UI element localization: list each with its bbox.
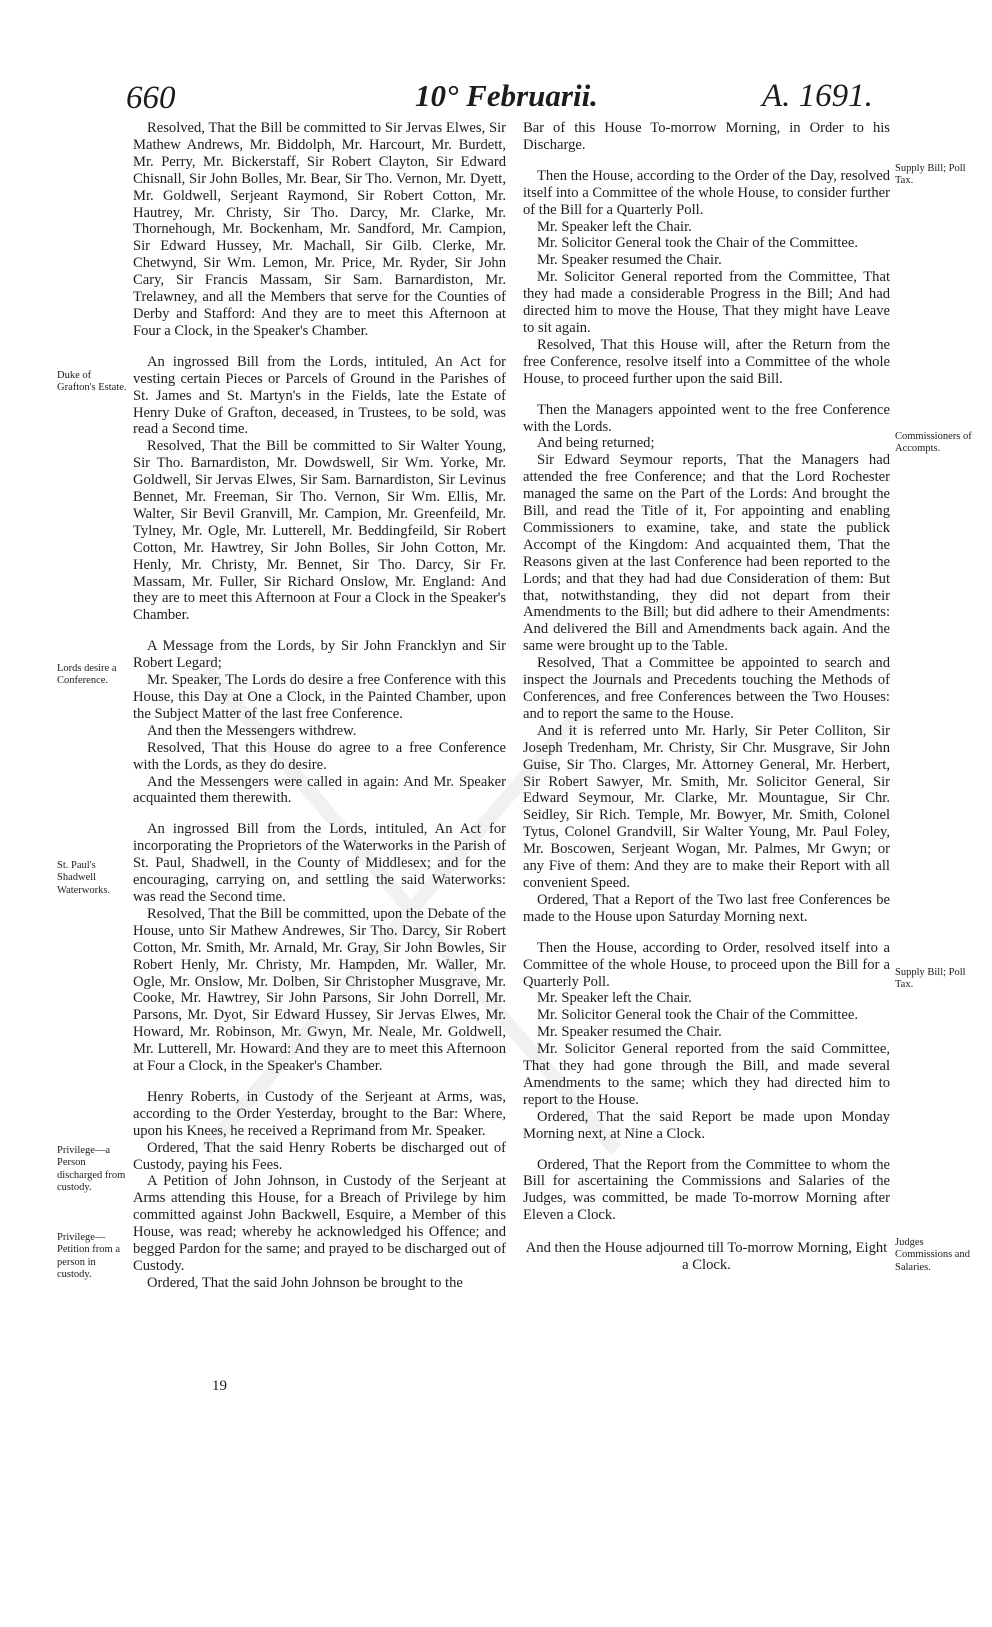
paragraph: Mr. Speaker resumed the Chair. (537, 1024, 722, 1041)
paragraph: Resolved, That this House will, after the Return from the free Conference, resolve itself into a Committee of the whole House, to proceed further upon the said Bill. (523, 336, 890, 387)
margin-note-dukes-estate: Duke of Grafton's Estate. (57, 370, 127, 394)
paragraph: Resolved, That the Bill be committed to Sir Walter Young, Sir Tho. Barnardiston, Mr. Dowdswell, Sir Wm. Yorke, Mr. Goldwell, Sir Jervas Elwes, Sir Sam. Barnardiston, Sir Levinus Bennet, Mr. Freeman, Sir Tho. Vernon, Sir Wm. Ellis, Mr. Walter, Sir Bevil Granvill, Mr. Campion, Mr. Greenfeild, Mr. Tylney, Mr. Ogle, Mr. Lutterell, Mr. Beddingfeild, Sir Robert Cotton, Mr. Hawtrey, Sir John Bolles, Sir John Cotton, Mr. Henly, Mr. Christy, Mr. Bennet, Sir Tho. Darcy, Sir Fr. Massam, Mr. Fuller, Sir Richard Onslow, Mr. England: And they are to meet this Afternoon at Four a Clock in the Speaker's Chamber. (133, 438, 506, 624)
paragraph: And it is referred unto Mr. Harly, Sir Peter Colliton, Sir Joseph Tredenham, Mr. Christy, Sir Chr. Musgrave, Sir John Guise, Sir Tho. Clarges, Mr. Attorney General, Mr. Herbert, Sir Robert Sawyer, Mr. Smith, Mr. Solicitor General, Sir Edward Seymour, Mr. Clarke, Mr. Mountague, Sir Chr. Seidley, Sir Rich. Temple, Mr. Bowyer, Mr. Smith, Colonel Tytus, Colonel Grandvill, Sir Walter Young, Mr. Paul Foley, Mr. Boscowen, Serjeant Wogan, Mr. Palmes, Mr Gwyn; or any Five of them: And they are to make their Report with all convenient Speed. (523, 722, 890, 891)
margin-note-supply-bill-2: Supply Bill; Poll Tax. (895, 967, 966, 991)
paragraph: An ingrossed Bill from the Lords, intituled, An Act for vesting certain Pieces or Parcels of Ground in the Parishes of St. James and St. Martyn's in the Fields, late the Estate of Henry Duke of Grafton, deceased, in Trustees, to be sold, was read a Second time. (133, 353, 506, 438)
paragraph: Then the House, according to the Order of the Day, resolved itself into a Committee of the whole House, to consider further of the Bill for a Quarterly Poll. (523, 167, 890, 218)
paragraph: Mr. Speaker, The Lords do desire a free Conference with this House, this Day at One a Clock, in the Painted Chamber, upon the Subject Matter of the last free Conference. (133, 672, 506, 722)
paragraph: Resolved, That this House do agree to a free Conference with the Lords, as they do desire. (133, 739, 506, 773)
paragraph: Ordered, That the Report from the Committee to whom the Bill for ascertaining the Commissions and Salaries of the Judges, was committed, be made To-morrow Morning after Eleven a Clock. (523, 1156, 890, 1224)
paragraph: Resolved, That the Bill be committed to Sir Jervas Elwes, Sir Mathew Andrews, Mr. Biddolph, Mr. Harcourt, Mr. Burdett, Mr. Perry, Mr. Bickerstaff, Sir Robert Clayton, Sir Edward Chisnall, Sir John Bolles, Mr. Bear, Sir Tho. Vernon, Mr. Dyett, Mr. Goldwell, Serjeant Raymond, Sir Robert Cotton, Mr. Hautrey, Mr. Christy, Sir Tho. Darcy, Mr. Clarke, Mr. Thornehough, Mr. Bockenham, Mr. Sandford, Mr. Campion, Sir Edward Hussey, Mr. Machall, Sir Gilb. Clerke, Mr. Chetwynd, Sir Wm. Lemon, Mr. Price, Mr. Ryder, Sir John Cary, Sir Francis Massam, Sir Sam. Barnardiston, Mr. Trelawney, and all the Members that serve for the Counties of Derby and Stafford: And they are to meet this Afternoon at Four a Clock, in the Speaker's Chamber. (133, 120, 506, 339)
paragraph: Mr. Solicitor General reported from the Committee, That they had made a considerable Progress in the Bill; And had directed him to move the House, That they might have Leave to sit again. (523, 269, 890, 336)
margin-note-judges: Judges Commissions and Salaries. (895, 1237, 970, 1273)
paragraph: Ordered, That the said John Johnson be brought to the (147, 1274, 463, 1291)
right-column (523, 120, 890, 1274)
margin-note-lords-conference: Lords desire a Conference. (57, 663, 117, 687)
paragraph: Mr. Solicitor General took the Chair of the Committee. (537, 235, 858, 252)
paragraph: Mr. Solicitor General reported from the said Committee, That they had gone through the Bill, and made several Amendments to the same; which they had directed him to report to the House. (523, 1041, 890, 1108)
paragraph: Ordered, That the said Henry Roberts be discharged out of Custody, paying his Fees. (133, 1139, 506, 1173)
left-column (133, 120, 506, 1292)
page-number: 660 (126, 80, 176, 116)
paragraph: Then the Managers appointed went to the free Conference with the Lords. (523, 401, 890, 435)
margin-note-accompts: Commissioners of Accompts. (895, 431, 972, 455)
paragraph: And the Messengers were called in again: And Mr. Speaker acquainted them therewith. (133, 773, 506, 807)
paragraph: Mr. Speaker resumed the Chair. (537, 252, 722, 269)
margin-note-privilege-petition: Privilege—Petition from a person in custody. (57, 1232, 120, 1281)
paragraph: Mr. Solicitor General took the Chair of the Committee. (537, 1007, 858, 1024)
paragraph: Sir Edward Seymour reports, That the Managers had attended the free Conference; and that the Lord Rochester managed the same on the Part of the Lords: And brought the Bill, and read the Title of it, For appointing and enabling Commissioners to examine, take, and state the publick Accompt of the Kingdom: And acquainted them, That the Reasons given at the last Conference had been reported to the Lords; and that they had had due Consideration of them: But that, notwithstanding, they did not depart from their Amendments to the Bill; but did adhere to their Amendments: And delivered the Bill and Amendments back again. And the same were brought up to the Table. (523, 452, 890, 655)
margin-note-waterworks: St. Paul's Shadwell Waterworks. (57, 860, 111, 896)
paragraph: An ingrossed Bill from the Lords, intituled, An Act for incorporating the Proprietors of the Waterworks in the Parish of St. Paul, Shadwell, in the County of Middlesex; and for the encouraging, carrying on, and settling the said Waterworks: was read the Second time. (133, 821, 506, 905)
signature-mark: 19 (212, 1378, 227, 1394)
header-date: 10° Februarii. (415, 78, 598, 113)
paragraph: Ordered, That the said Report be made upon Monday Morning next, at Nine a Clock. (523, 1108, 890, 1142)
paragraph: Then the House, according to Order, resolved itself into a Committee of the whole House, to proceed upon the Bill for a Quarterly Poll. (523, 939, 890, 990)
header-year: A. 1691. (762, 78, 873, 114)
paragraph: Bar of this House To-morrow Morning, in Order to his Discharge. (523, 120, 890, 153)
margin-note-supply-bill-1: Supply Bill; Poll Tax. (895, 163, 966, 187)
paragraph: A Petition of John Johnson, in Custody of the Serjeant at Arms attending this House, for a Breach of Privilege by him committed against John Backwell, Esquire, a Member of this House, was read; whereby he acknowledged his Offence; and begged Pardon for the same; and prayed to be discharged out of Custody. (133, 1173, 506, 1274)
paragraph: And being returned; (537, 435, 655, 452)
paragraph: A Message from the Lords, by Sir John Francklyn and Sir Robert Legard; (133, 638, 506, 672)
closing-line: And then the House adjourned till To-morrow Morning, Eight a Clock. (525, 1240, 888, 1274)
paragraph: Ordered, That a Report of the Two last free Conferences be made to the House upon Saturday Morning next. (523, 891, 890, 925)
page-header (0, 72, 992, 122)
margin-note-privilege-discharged: Privilege—a Person discharged from custody. (57, 1145, 126, 1194)
paragraph: Resolved, That a Committee be appointed to search and inspect the Journals and Precedents touching the Methods of Conferences, and free Conferences between the Two Houses: and to report the same to the House. (523, 655, 890, 722)
paragraph: Mr. Speaker left the Chair. (537, 218, 692, 235)
paragraph: And then the Messengers withdrew. (147, 722, 357, 739)
paragraph: Mr. Speaker left the Chair. (537, 990, 692, 1007)
paragraph: Resolved, That the Bill be committed, upon the Debate of the House, unto Sir Mathew Andrewes, Sir Tho. Darcy, Sir Robert Cotton, Mr. Smith, Mr. Arnald, Mr. Gray, Sir John Bowles, Sir Robert Henly, Mr. Christy, Mr. Hampden, Mr. Waller, Mr. Ogle, Mr. Onslow, Mr. Dolben, Sir Christopher Musgrave, Mr. Cooke, Mr. Hawtrey, Sir John Parsons, Sir John Dorrell, Mr. Parsons, Mr. Dyot, Sir Edward Hussey, Sir Jervas Elwes, Mr. Howard, Mr. Robinson, Mr. Gwyn, Mr. Neale, Mr. Goldwell, Mr. Lutterell, Mr. Howard: And they are to meet this Afternoon at Four a Clock, in the Speaker's Chamber. (133, 905, 506, 1075)
paragraph: Henry Roberts, in Custody of the Serjeant at Arms, was, according to the Order Yesterday, brought to the Bar: Where, upon his Knees, he received a Reprimand from Mr. Speaker. (133, 1088, 506, 1139)
